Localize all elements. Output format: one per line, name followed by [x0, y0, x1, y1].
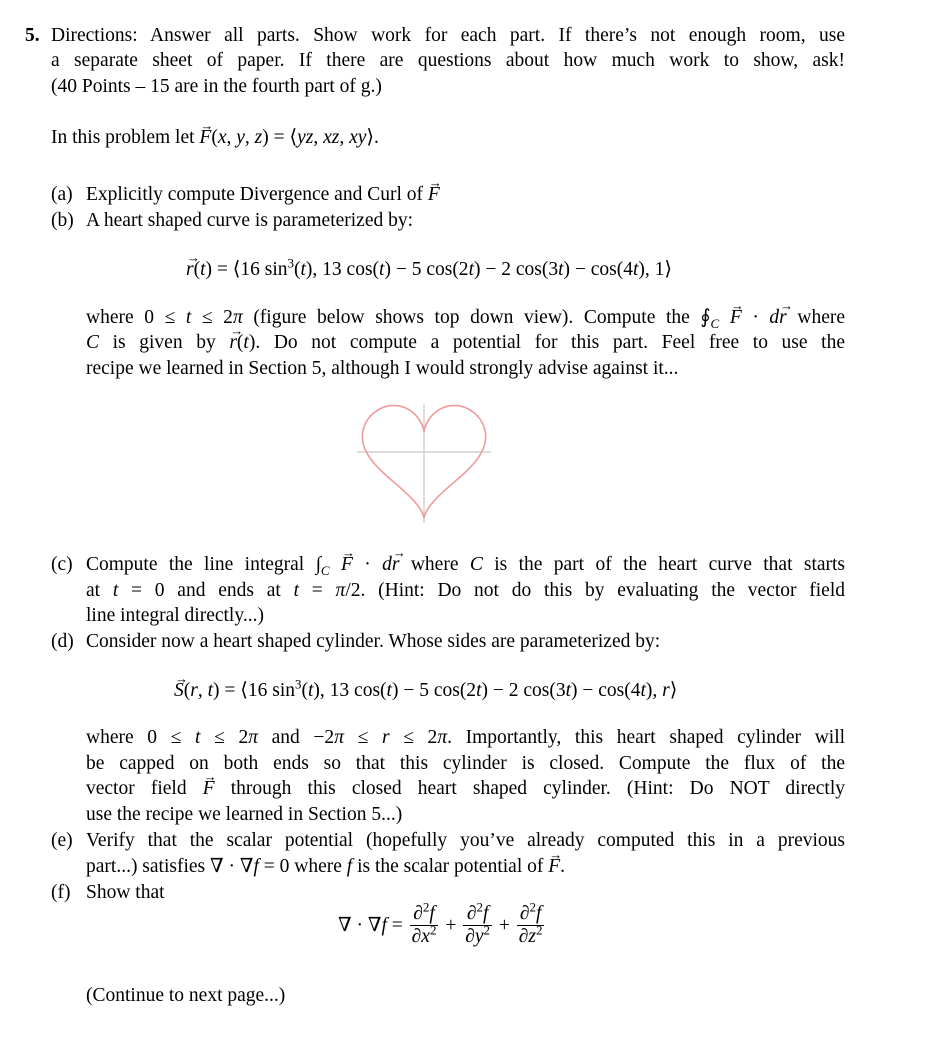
part-b-line-3: recipe we learned in Section 5, although I would strongly advise against it...	[86, 358, 679, 379]
part-d-label: (d)	[51, 631, 74, 652]
part-d-line-3: vector field → F through this closed heart shaped cylinder. (Hint: Do NOT directly	[86, 776, 845, 802]
part-d-text: Consider now a heart shaped cylinder. Whose sides are parameterized by:	[86, 631, 661, 652]
heart-curve-figure	[355, 402, 495, 526]
fraction-d2f-dz2: $\frac{\partial^2f}{\partial z^2}$	[518, 899, 543, 947]
part-e-line-1: Verify that the scalar potential (hopefully you’ve already computed this in a previous	[86, 830, 845, 851]
part-e-label: (e)	[51, 830, 73, 851]
part-f-label: (f)	[51, 882, 71, 903]
problem-number: 5.	[25, 25, 40, 46]
directions-line-3: (40 Points – 15 are in the fourth part of g.)	[51, 76, 382, 97]
part-d-equation: → S(r, t) = ⟨16 $\sin^3(t)$, 13 cos(t) − 5 cos(2t) − 2 cos(3t) − cos(4t), r⟩	[174, 678, 677, 704]
part-d-line-4: use the recipe we learned in Section 5...)	[86, 804, 403, 825]
part-b-line-2: C is given by → r(t). Do not compute a potential for this part. Feel free to use the	[86, 330, 845, 356]
problem-intro: In this problem let → F(x, y, z) = ⟨yz, xz, xy⟩.	[51, 125, 379, 151]
part-d-line-1: where 0 ≤ t ≤ 2π and −2π ≤ r ≤ 2π. Importantly, this heart shaped cylinder will	[86, 727, 846, 748]
part-c-line-1: Compute the line integral $\int_C \to F \cdot d\to r$ where C is the part of the heart curve that starts	[86, 552, 845, 578]
part-d-line-2: be capped on both ends so that this cylinder is closed. Compute the flux of the	[86, 753, 845, 774]
part-c-line-3: line integral directly...)	[86, 605, 264, 626]
part-e-line-2: part...) satisfies ∇ · ∇f = 0 where f is the scalar potential of → F.	[86, 854, 565, 880]
part-a-label: (a)	[51, 184, 73, 205]
part-f-text: Show that	[86, 882, 165, 903]
part-b-label: (b)	[51, 210, 74, 231]
part-b-text: A heart shaped curve is parameterized by:	[86, 210, 414, 231]
directions-line-2: a separate sheet of paper. If there are questions about how much work to show, ask!	[51, 50, 845, 71]
part-b-line-1: where 0 ≤ t ≤ 2π (figure below shows top down view). Compute the $∮_C \to F \cdot d\to r$ where	[86, 305, 845, 331]
fraction-d2f-dx2: $\frac{\partial^2f}{\partial x^2}$	[411, 899, 437, 947]
continue-note: (Continue to next page...)	[86, 985, 286, 1006]
part-b-equation: → r(t) = ⟨16 $\sin^3(t)$, 13 cos(t) − 5 cos(2t) − 2 cos(3t) − cos(4t), 1⟩	[186, 257, 672, 283]
part-c-label: (c)	[51, 554, 73, 575]
fraction-d2f-dy2: $\frac{\partial^2f}{\partial y^2}$	[465, 899, 490, 947]
part-a-text: Explicitly compute Divergence and Curl of → F	[86, 182, 440, 208]
part-f-equation: ∇ · ∇f = $\frac{\partial^2f}{\partial x^2}$ + $\frac{\partial^2f}{\partial y^2}$ + $\frac{\partial^2f}{\partial z^2}$	[338, 899, 543, 947]
part-c-line-2: at t = 0 and ends at t = π/2. (Hint: Do not do this by evaluating the vector field	[86, 580, 846, 601]
directions-line-1: Directions: Answer all parts. Show work for each part. If there’s not enough room, use	[51, 25, 845, 46]
